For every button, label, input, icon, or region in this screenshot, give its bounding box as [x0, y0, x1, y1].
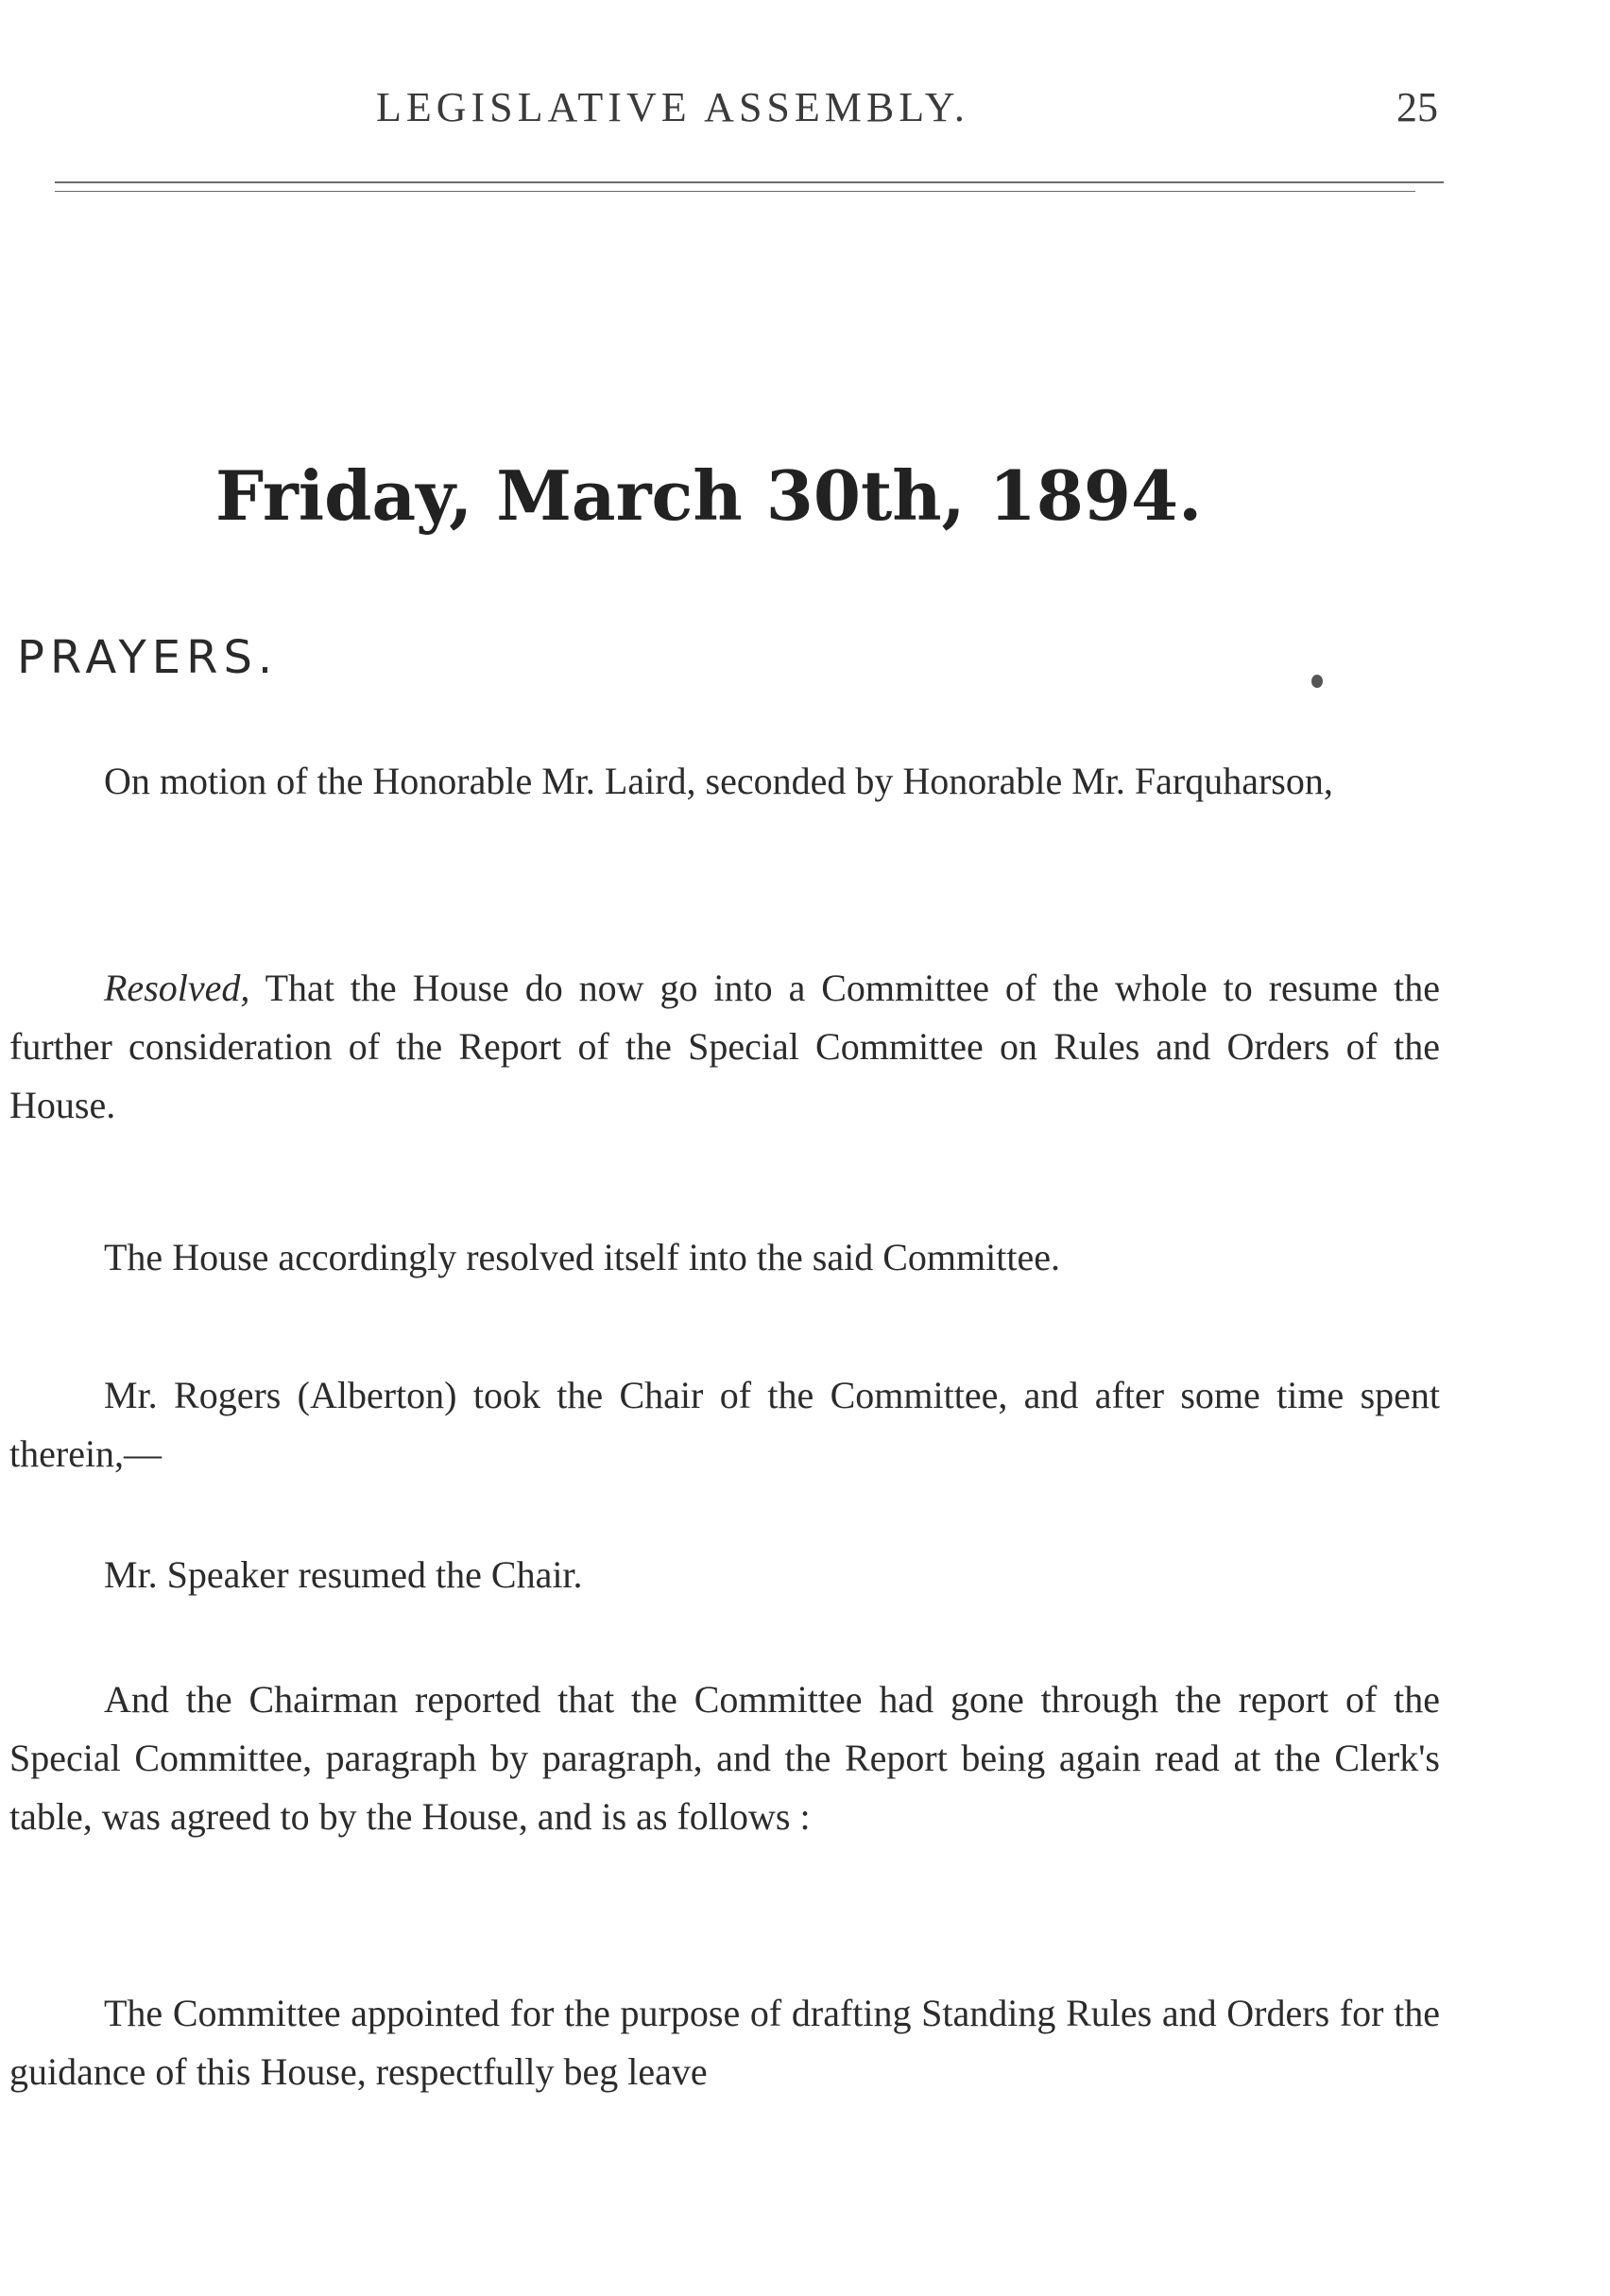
resolution-text: That the House do now go into a Committee of the whole to resume the further consideration of the Report of the Special Committee on Rules and Orders of the House. — [9, 967, 1440, 1126]
paragraph-resolution — [9, 959, 1440, 1135]
running-head: LEGISLATIVE ASSEMBLY. — [376, 84, 969, 130]
page-number: 25 — [1396, 84, 1438, 130]
section-heading-prayers: PRAYERS. — [17, 631, 279, 684]
paragraph-motion: On motion of the Honorable Mr. Laird, seconded by Honorable Mr. Farquharson, — [104, 760, 1333, 802]
paragraph-chair: Mr. Rogers (Alberton) took the Chair of the Committee, and after some time spent therein,— — [9, 1374, 1440, 1475]
paragraph-report: And the Chairman reported that the Committee had gone through the report of the Special Committee, paragraph by paragraph, and the Report being again read at the Clerk's table, was agreed to by the House, and is as follows : — [9, 1678, 1440, 1838]
paragraph-committee-appointed: The Committee appointed for the purpose of drafting Standing Rules and Orders for the guidance of this House, respectfully beg leave — [9, 1992, 1440, 2093]
header-rule-secondary — [55, 191, 1415, 192]
ink-speck — [1311, 675, 1323, 688]
resolved-label: Resolved, — [104, 967, 250, 1009]
date-heading: Friday, March 30th, 1894. — [215, 455, 1203, 536]
paragraph-speaker: Mr. Speaker resumed the Chair. — [104, 1553, 583, 1596]
paragraph-committee-formed: The House accordingly resolved itself into the said Committee. — [104, 1236, 1060, 1278]
header-rule — [55, 181, 1444, 183]
